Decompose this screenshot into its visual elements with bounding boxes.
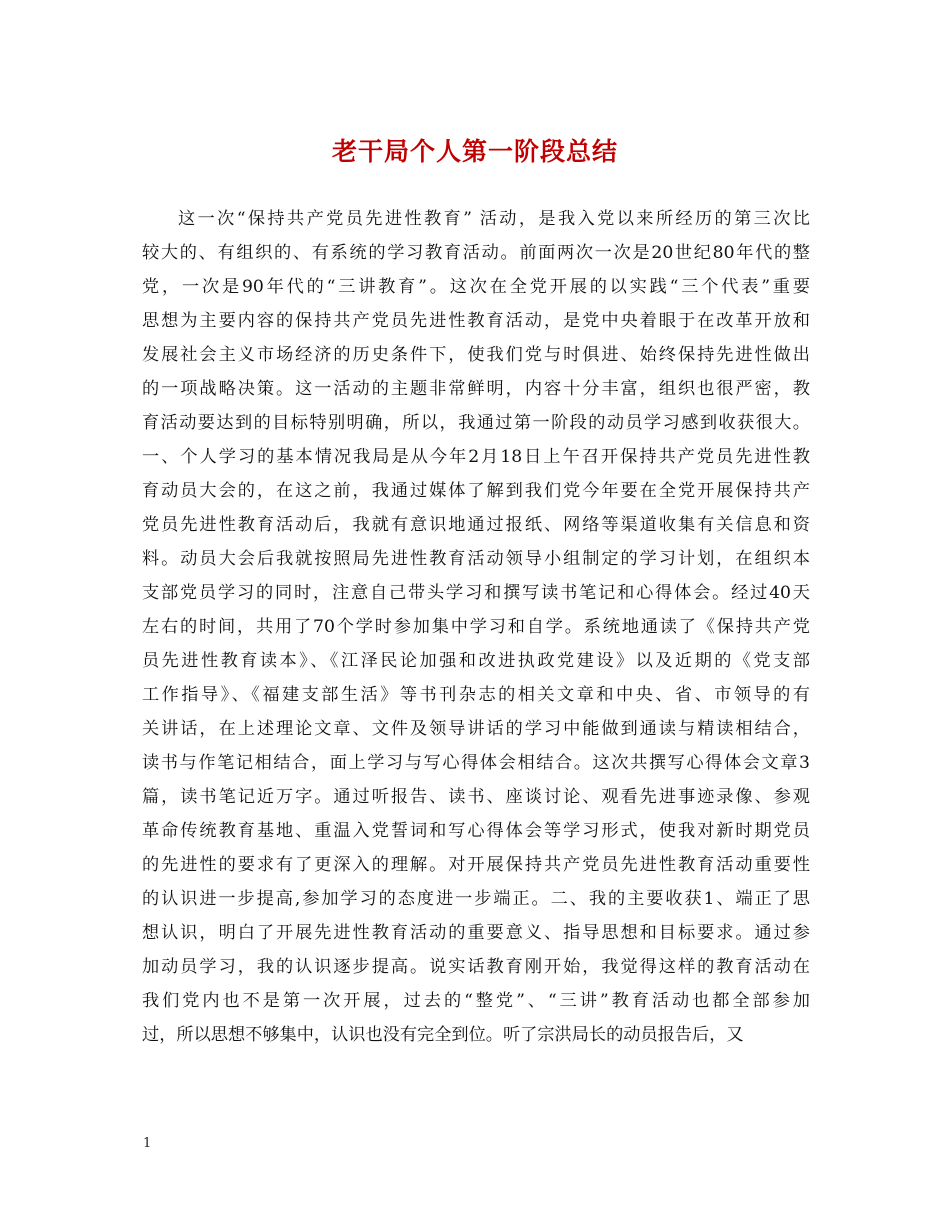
body-line: 加动员学习，我的认识逐步提高。说实话教育刚开始，我觉得这样的教育活动在	[142, 957, 810, 977]
body-line: 育动员大会的，在这之前，我通过媒体了解到我们党今年要在全党开展保持共产	[142, 481, 810, 501]
body-line: 思想为主要内容的保持共产党员先进性教育活动，是党中央着眼于在改革开放和	[142, 311, 810, 331]
document-title: 老干局个人第一阶段总结	[331, 137, 618, 166]
body-line: 一、个人学习的基本情况我局是从今年2月18日上午召开保持共产党员先进性教	[142, 447, 810, 467]
body-line: 左右的时间，共用了70个学时参加集中学习和自学。系统地通读了《保持共产党	[142, 617, 810, 637]
body-line: 篇，读书笔记近万字。通过听报告、读书、座谈讨论、观看先进事迹录像、参观	[142, 787, 810, 807]
body-line: 较大的、有组织的、有系统的学习教育活动。前面两次一次是20世纪80年代的整	[142, 243, 810, 263]
body-line: 党员先进性教育活动后，我就有意识地通过报纸、网络等渠道收集有关信息和资	[142, 515, 810, 535]
body-line: 关讲话，在上述理论文章、文件及领导讲话的学习中能做到通读与精读相结合，	[142, 719, 810, 739]
body-line: 发展社会主义市场经济的历史条件下，使我们党与时俱进、始终保持先进性做出	[142, 345, 810, 365]
body-line: 读书与作笔记相结合，面上学习与写心得体会相结合。这次共撰写心得体会文章3	[142, 753, 810, 773]
body-line: 想认识，明白了开展先进性教育活动的重要意义、指导思想和目标要求。通过参	[142, 923, 810, 943]
body-line: 党，一次是90年代的“三讲教育”。这次在全党开展的以实践“三个代表”重要	[142, 277, 810, 297]
body-line: 料。动员大会后我就按照局先进性教育活动领导小组制定的学习计划，在组织本	[142, 549, 810, 569]
body-line: 育活动要达到的目标特别明确，所以，我通过第一阶段的动员学习感到收获很大。	[142, 413, 810, 433]
body-line: 这一次“保持共产党员先进性教育” 活动，是我入党以来所经历的第三次比	[178, 209, 810, 229]
body-line: 我们党内也不是第一次开展，过去的“整党”、“三讲”教育活动也都全部参加	[142, 991, 810, 1011]
body-line: 工作指导》、《福建支部生活》等书刊杂志的相关文章和中央、省、市领导的有	[142, 685, 810, 705]
body-line: 员先进性教育读本》、《江泽民论加强和改进执政党建设》以及近期的《党支部	[142, 651, 810, 671]
body-line: 的认识进一步提高,参加学习的态度进一步端正。二、我的主要收获1、端正了思	[142, 889, 810, 909]
body-line: 支部党员学习的同时，注意自己带头学习和撰写读书笔记和心得体会。经过40天	[142, 583, 810, 603]
body-line: 过，所以思想不够集中，认识也没有完全到位。听了宗洪局长的动员报告后，又	[142, 1025, 744, 1045]
body-line: 革命传统教育基地、重温入党誓词和写心得体会等学习形式，使我对新时期党员	[142, 821, 810, 841]
page-number: 1	[143, 1136, 152, 1151]
document-body	[142, 202, 810, 1052]
body-line: 的先进性的要求有了更深入的理解。对开展保持共产党员先进性教育活动重要性	[142, 855, 810, 875]
body-line: 的一项战略决策。这一活动的主题非常鲜明，内容十分丰富，组织也很严密，教	[142, 379, 810, 399]
